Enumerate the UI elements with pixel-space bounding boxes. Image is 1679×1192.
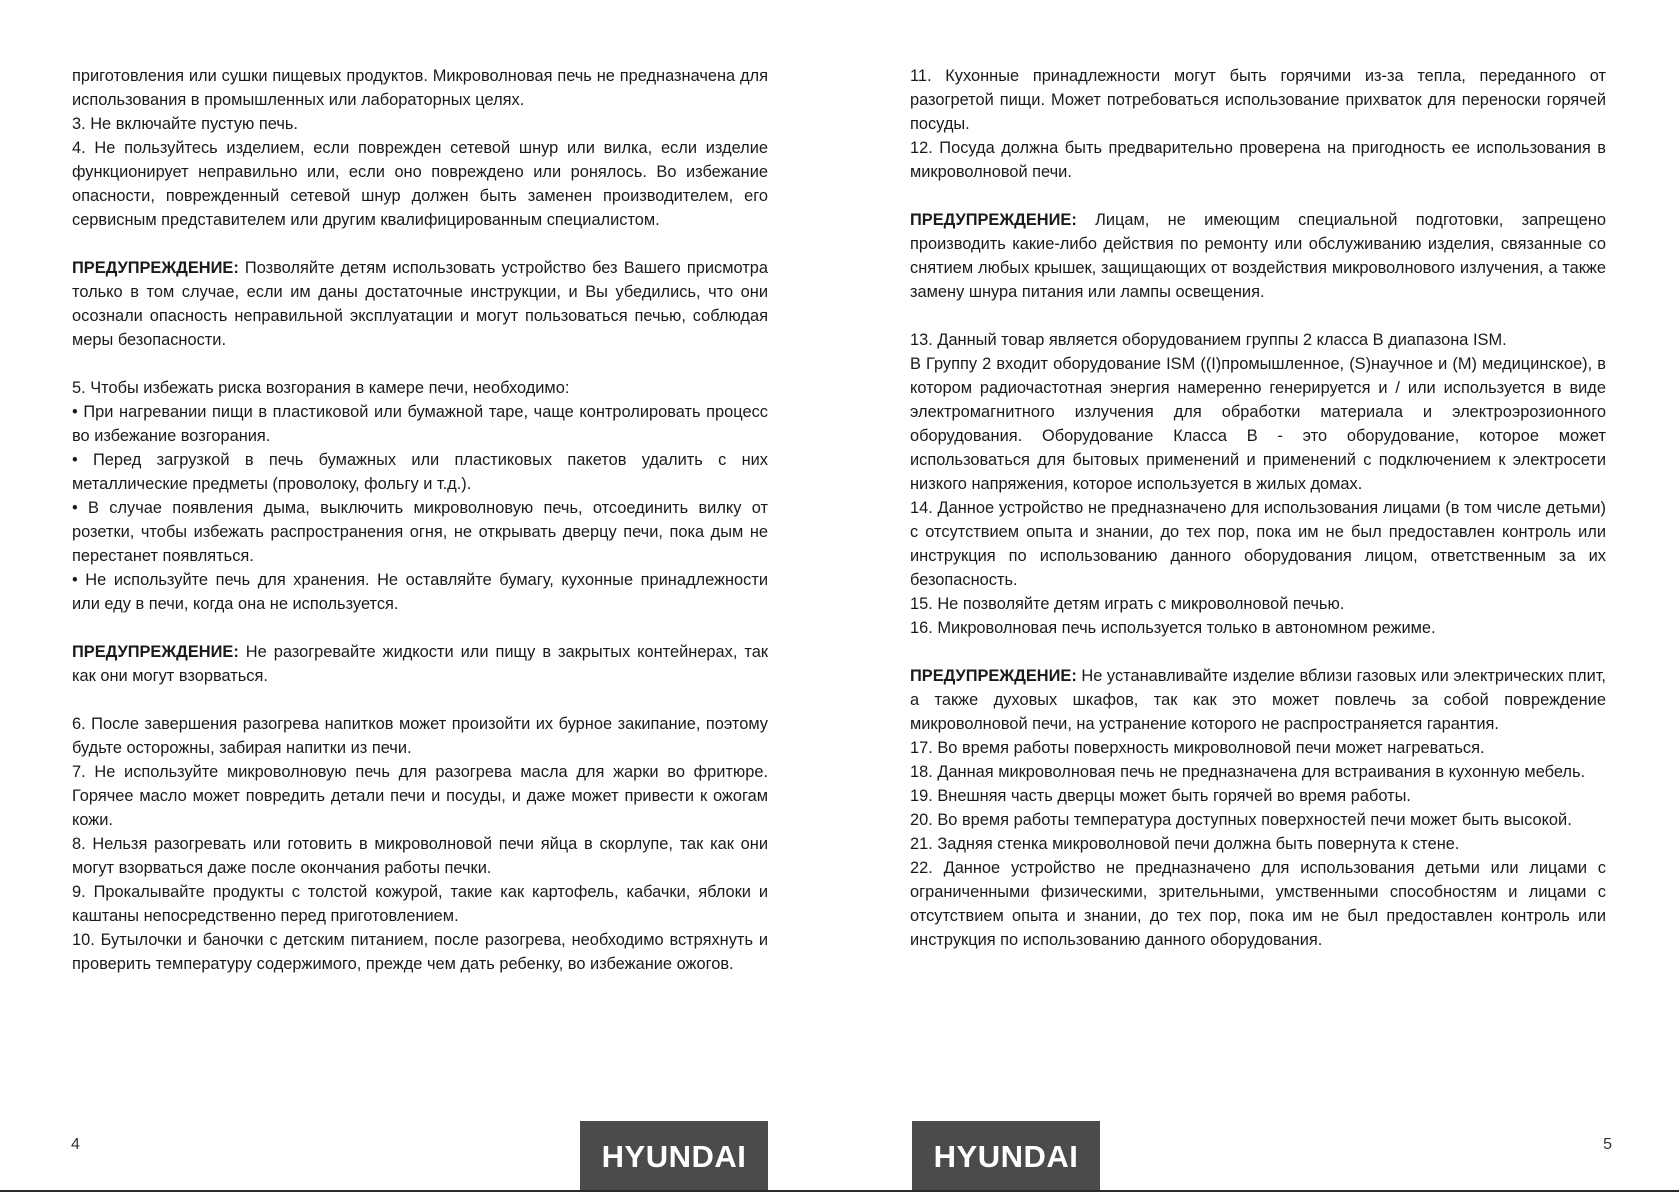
left-text-column	[72, 64, 768, 976]
paragraph: 11. Кухонные принадлежности могут быть горячими из-за тепла, переданного от разогретой пищи. Может потребоваться использование прихваток для переноски горячей посуды.	[910, 67, 1606, 133]
paragraph: 17. Во время работы поверхность микроволновой печи может нагреваться.	[910, 739, 1485, 757]
warning-paragraph	[910, 208, 1606, 304]
paragraph: 5. Чтобы избежать риска возгорания в камере печи, необходимо:	[72, 379, 570, 397]
paragraph-spacer	[72, 688, 768, 712]
paragraph-spacer	[72, 616, 768, 640]
paragraph-spacer	[72, 232, 768, 256]
warning-text: Не разогревайте жидкости или пищу в закрытых контейнерах, так как они могут взорваться.	[72, 643, 768, 685]
warning-label: ПРЕДУПРЕЖДЕНИЕ:	[72, 643, 239, 661]
paragraph: • Перед загрузкой в печь бумажных или пластиковых пакетов удалить с них металлические предметы (проволоку, фольгу и т.д.).	[72, 451, 768, 493]
warning-label: ПРЕДУПРЕЖДЕНИЕ:	[910, 211, 1077, 229]
paragraph: 3. Не включайте пустую печь.	[72, 115, 298, 133]
paragraph-spacer	[910, 640, 1606, 664]
warning-paragraph	[910, 664, 1606, 736]
page-number: 4	[71, 1136, 80, 1153]
warning-paragraph	[72, 256, 768, 352]
left-page	[0, 0, 839, 1192]
paragraph-spacer	[910, 304, 1606, 328]
paragraph: 7. Не используйте микроволновую печь для разогрева масла для жарки во фритюре. Горячее масло может повредить детали печи и посуды, и даже может привести к ожогам кожи.	[72, 763, 768, 829]
warning-text: Не устанавливайте изделие вблизи газовых или электрических плит, а также духовых шкафов, так как это может повлечь за собой повреждение микроволновой печи, на устранение которого не распространяется гарантия.	[910, 667, 1606, 733]
paragraph: • Не используйте печь для хранения. Не оставляйте бумагу, кухонные принадлежности или еду в печи, когда она не используется.	[72, 571, 768, 613]
warning-paragraph	[72, 640, 768, 688]
right-text-column	[910, 64, 1606, 952]
paragraph: 6. После завершения разогрева напитков может произойти их бурное закипание, поэтому будьте осторожны, забирая напитки из печи.	[72, 715, 768, 757]
paragraph: 13. Данный товар является оборудованием группы 2 класса B диапазона ISM.	[910, 331, 1507, 349]
paragraph: 12. Посуда должна быть предварительно проверена на пригодность ее использования в микроволновой печи.	[910, 139, 1606, 181]
warning-text: Позволяйте детям использовать устройство без Вашего присмотра только в том случае, если им даны достаточные инструкции, и Вы убедились, что они осознали опасность неправильной эксплуатации и могут пользоваться печью, соблюдая меры безопасности.	[72, 259, 768, 349]
page-number: 5	[1603, 1136, 1612, 1153]
paragraph: 8. Нельзя разогревать или готовить в микроволновой печи яйца в скорлупе, так как они могут взорваться даже после окончания работы печки.	[72, 835, 768, 877]
paragraph: 19. Внешняя часть дверцы может быть горячей во время работы.	[910, 787, 1411, 805]
paragraph-spacer	[72, 352, 768, 376]
hyundai-logo: HYUNDAI	[580, 1121, 768, 1192]
paragraph: приготовления или сушки пищевых продуктов. Микроволновая печь не предназначена для использования в промышленных или лабораторных целях.	[72, 67, 768, 109]
warning-label: ПРЕДУПРЕЖДЕНИЕ:	[910, 667, 1077, 685]
paragraph: 4. Не пользуйтесь изделием, если поврежден сетевой шнур или вилка, если изделие функционирует неправильно или, если оно повреждено или ронялось. Во избежание опасности, поврежденный сетевой шнур должен быть заменен производителем, его сервисным представителем или другим квалифицированным специалистом.	[72, 139, 768, 229]
right-page	[840, 0, 1679, 1192]
paragraph: 15. Не позволяйте детям играть с микроволновой печью.	[910, 595, 1345, 613]
paragraph: 20. Во время работы температура доступных поверхностей печи может быть высокой.	[910, 811, 1572, 829]
paragraph: 14. Данное устройство не предназначено для использования лицами (в том числе детьми) с отсутствием опыта и знании, до тех пор, пока им не был предоставлен контроль или инструкция по использованию данного оборудования лицом, ответственным за их безопасность.	[910, 499, 1606, 589]
paragraph: 16. Микроволновая печь используется только в автономном режиме.	[910, 619, 1436, 637]
paragraph: 9. Прокалывайте продукты с толстой кожурой, такие как картофель, кабачки, яблоки и каштаны непосредственно перед приготовлением.	[72, 883, 768, 925]
warning-text: Лицам, не имеющим специальной подготовки, запрещено производить какие-либо действия по ремонту или обслуживанию изделия, связанные со снятием любых крышек, защищающих от воздействия микроволнового излучения, а также замену шнура питания или лампы освещения.	[910, 211, 1606, 301]
paragraph: • При нагревании пищи в пластиковой или бумажной таре, чаще контролировать процесс во избежание возгорания.	[72, 403, 768, 445]
warning-label: ПРЕДУПРЕЖДЕНИЕ:	[72, 259, 239, 277]
paragraph: 18. Данная микроволновая печь не предназначена для встраивания в кухонную мебель.	[910, 763, 1586, 781]
paragraph: 10. Бутылочки и баночки с детским питанием, после разогрева, необходимо встряхнуть и проверить температуру содержимого, прежде чем дать ребенку, во избежание ожогов.	[72, 931, 768, 973]
paragraph: 22. Данное устройство не предназначено для использования детьми или лицами с ограниченными физическими, зрительными, умственными способностям и лицами с отсутствием опыта и знании, до тех пор, пока им не был предоставлен контроль или инструкция по использованию данного оборудования.	[910, 859, 1606, 949]
paragraph: В Группу 2 входит оборудование ISM ((I)промышленное, (S)научное и (M) медицинское), в котором радиочастотная энергия намеренно генерируется и / или используется в виде электромагнитного излучения для обработки материала и электроэрозионного оборудования. Оборудование Класса B - это оборудование, которое может использоваться для бытовых применений и применений с подключением к электросети низкого напряжения, которое используется в жилых домах.	[910, 355, 1606, 493]
paragraph: • В случае появления дыма, выключить микроволновую печь, отсоединить вилку от розетки, чтобы избежать распространения огня, не открывать дверцу печи, пока дым не перестанет появляться.	[72, 499, 768, 565]
paragraph-spacer	[910, 184, 1606, 208]
hyundai-logo: HYUNDAI	[912, 1121, 1100, 1192]
paragraph: 21. Задняя стенка микроволновой печи должна быть повернута к стене.	[910, 835, 1460, 853]
